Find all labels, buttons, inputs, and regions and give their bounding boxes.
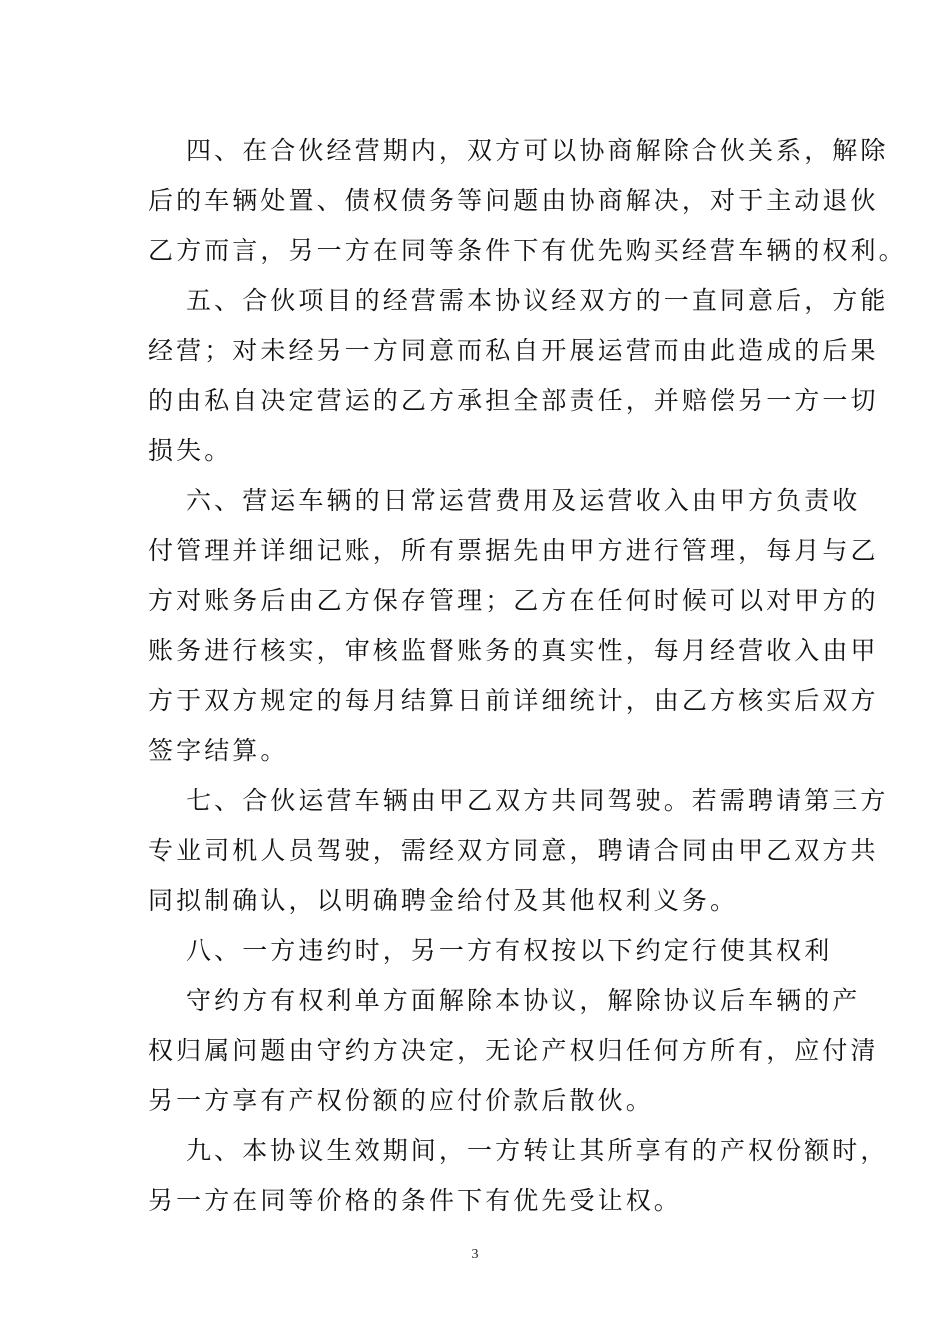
text-line: 签字结算。: [148, 736, 289, 765]
text-line: 后的车辆处置、债权债务等问题由协商解决，对于主动退伙: [148, 186, 879, 215]
text-line: 付管理并详细记账，所有票据先由甲方进行管理，每月与乙: [148, 536, 879, 565]
text-line: 另一方享有产权份额的应付价款后散伙。: [148, 1086, 654, 1115]
text-line: 七、合伙运营车辆由甲乙双方共同驾驶。若需聘请第三方: [186, 786, 889, 815]
text-line: 方于双方规定的每月结算日前详细统计，由乙方核实后双方: [148, 686, 879, 715]
text-line: 损失。: [148, 436, 233, 465]
text-line: 同拟制确认，以明确聘金给付及其他权利义务。: [148, 886, 739, 915]
text-line: 经营；对未经另一方同意而私自开展运营而由此造成的后果: [148, 336, 879, 365]
text-line: 另一方在同等价格的条件下有优先受让权。: [148, 1186, 682, 1215]
text-line: 权归属问题由守约方决定，无论产权归任何方所有，应付清: [148, 1036, 879, 1065]
text-line: 九、本协议生效期间，一方转让其所享有的产权份额时，: [186, 1136, 889, 1165]
text-line: 账务进行核实，审核监督账务的真实性，每月经营收入由甲: [148, 636, 879, 665]
text-line: 六、营运车辆的日常运营费用及运营收入由甲方负责收: [186, 486, 861, 515]
text-line: 专业司机人员驾驶，需经双方同意，聘请合同由甲乙双方共: [148, 836, 879, 865]
text-line: 五、合伙项目的经营需本协议经双方的一直同意后，方能: [186, 286, 889, 315]
text-line: 四、在合伙经营期内，双方可以协商解除合伙关系，解除: [186, 136, 889, 165]
text-line: 乙方而言，另一方在同等条件下有优先购买经营车辆的权利。: [148, 236, 907, 265]
text-line: 守约方有权利单方面解除本协议，解除协议后车辆的产: [186, 986, 861, 1015]
text-line: 八、一方违约时，另一方有权按以下约定行使其权利: [186, 936, 833, 965]
text-line: 的由私自决定营运的乙方承担全部责任，并赔偿另一方一切: [148, 386, 879, 415]
text-line: 方对账务后由乙方保存管理；乙方在任何时候可以对甲方的: [148, 586, 879, 615]
page-number: 3: [471, 1247, 479, 1262]
